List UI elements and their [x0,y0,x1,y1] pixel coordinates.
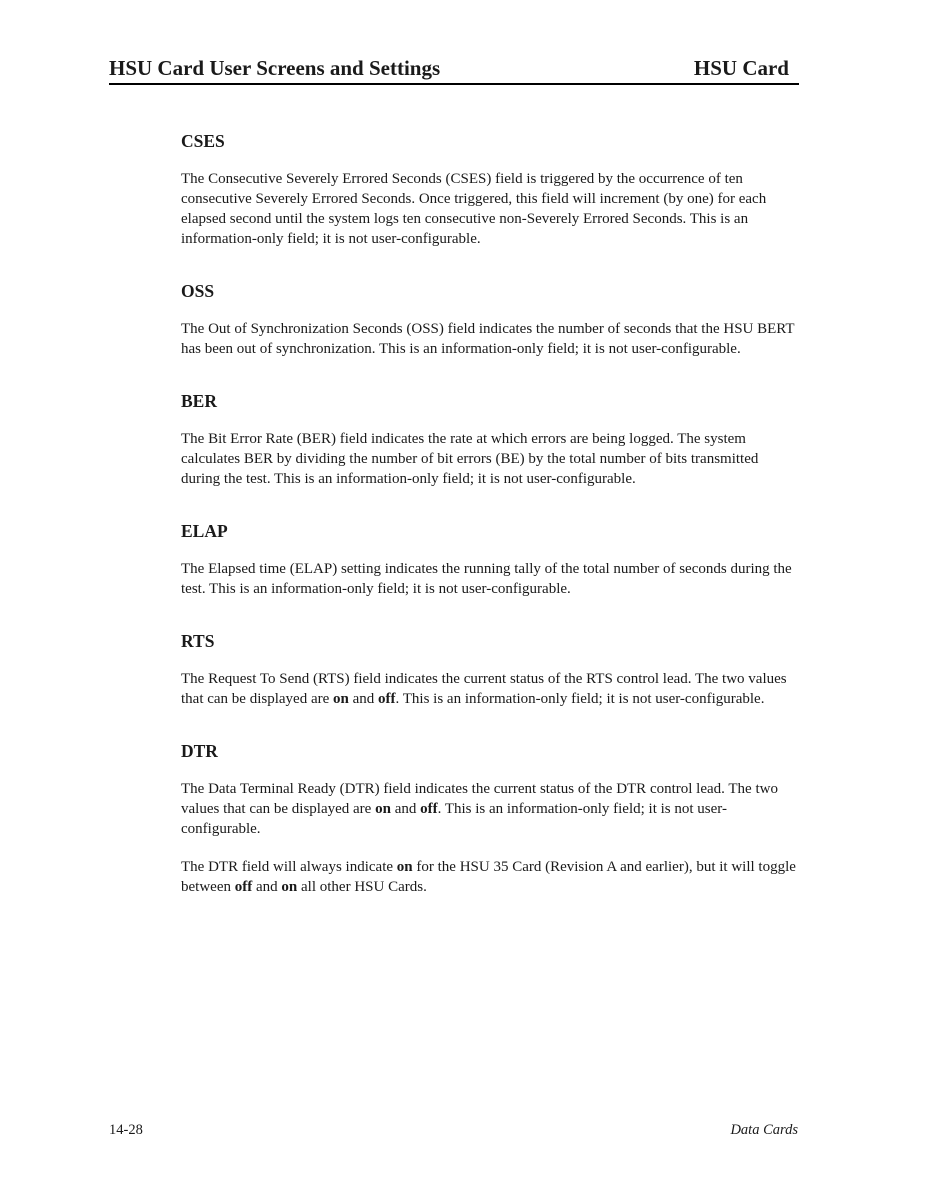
value-on: on [281,879,298,895]
paragraph-ber: The Bit Error Rate (BER) field indicates the rate at which errors are being logged. The system calculates BER by dividing the number of bit errors (BE) by the total number of bits transmitted during the test. This is an information-only field; it is not user-configurable. [181,431,759,487]
value-on: on [333,691,349,707]
section-rts [181,630,801,709]
text-run: . This is an information-only field; it is not user-configurable. [395,691,765,707]
section-cses [181,130,801,249]
value-off: off [234,879,253,895]
paragraph-dtr-1 [181,779,801,839]
section-elap [181,520,801,599]
value-on: on [375,801,391,817]
header-title: HSU Card User Screens and Settings [109,56,441,80]
section-heading-rts: RTS [181,631,215,651]
text-run: and [348,691,379,707]
footer-page-number: 14-28 [109,1122,143,1138]
text-run: all other HSU Cards. [297,879,427,895]
text-run: and [390,801,421,817]
value-off: off [378,691,396,707]
page-content [181,130,801,928]
text-run: . This is an information-only field; it is not user-configurable. [181,801,727,837]
section-heading-elap: ELAP [181,521,228,541]
header-chapter: HSU Card [693,56,789,80]
text-run: The Request To Send (RTS) field indicates the current status of the RTS control lead. The two values that can be displayed are [181,671,787,707]
section-heading-oss: OSS [181,281,215,301]
text-run: and [252,879,282,895]
paragraph-dtr-2 [181,857,801,897]
section-heading-dtr: DTR [181,741,218,761]
section-heading-ber: BER [181,391,217,411]
section-oss [181,280,801,359]
footer-section-name: Data Cards [730,1122,798,1138]
value-on: on [396,859,413,875]
section-dtr [181,740,801,897]
section-ber [181,390,801,489]
paragraph-cses: The Consecutive Severely Errored Seconds (CSES) field is triggered by the occurrence of ten consecutive Severely Errored Seconds. Once triggered, this field will increment (by one) for each elapsed second until the system logs ten consecutive non-Severely Errored Seconds. This is an information-only field; it is not user-configurable. [181,171,767,247]
paragraph-elap: The Elapsed time (ELAP) setting indicates the running tally of the total number of seconds during the test. This is an information-only field; it is not user-configurable. [181,561,792,597]
value-off: off [420,801,438,817]
text-run: The Data Terminal Ready (DTR) field indicates the current status of the DTR control lead. The two values that can be displayed are [181,781,778,817]
paragraph-oss: The Out of Synchronization Seconds (OSS) field indicates the number of seconds that the HSU BERT has been out of synchronization. This is an information-only field; it is not user-configurable. [181,321,795,357]
page-header [109,55,799,85]
section-heading-cses: CSES [181,131,225,151]
paragraph-rts [181,669,801,709]
text-run: for the HSU 35 Card (Revision A and earlier), but it will toggle between [181,859,796,895]
text-run: The DTR field will always indicate [181,859,397,875]
